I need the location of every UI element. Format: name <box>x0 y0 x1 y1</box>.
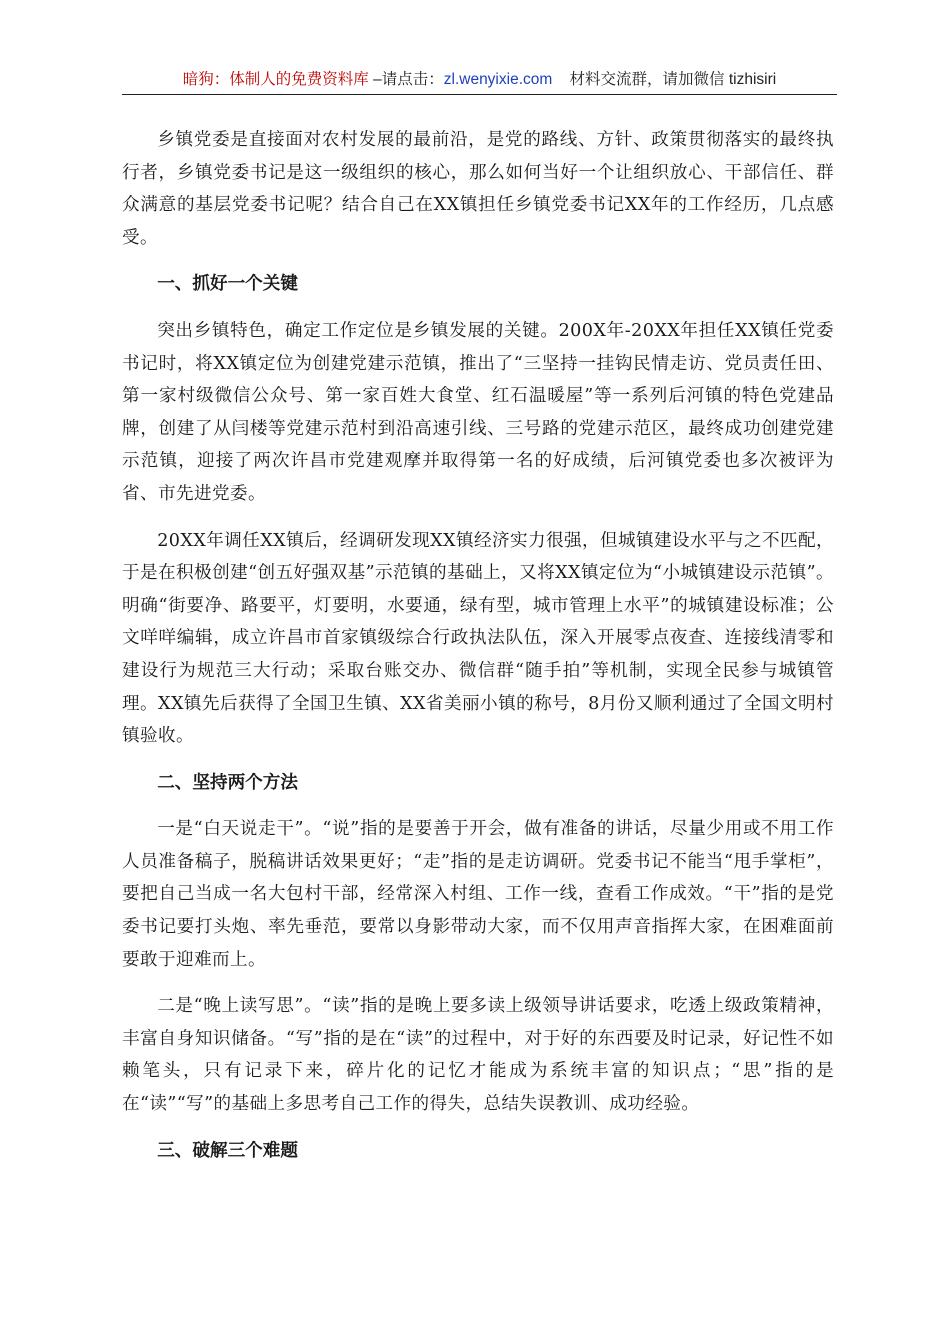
section-heading-1: 一、抓好一个关键 <box>157 274 298 295</box>
header-wechat: 材料交流群，请加微信 tizhisiri <box>569 71 777 88</box>
header-click-prefix: –请点击： <box>368 71 444 88</box>
section1-paragraph-2: 20XX年调任XX镇后，经调研发现XX镇经济实力很强，但城镇建设水平与之不匹配，于是在积极创建“创五好强双基”示范镇的基础上，又将XX镇定位为“小城镇建设示范镇”。明确“街要净、路要平，灯要明，水要通，绿有型，城市管理上水平”的城镇建设标准；公文咩咩编辑，成立许昌市首家镇级综合行政执法队伍，深入开展零点夜查、连接线清零和建设行为规范三大行动；采取台账交办、微信群“随手拍”等机制，实现全民参与城镇管理。XX镇先后获得了全国卫生镇、XX省美丽小镇的称号，8月份又顺利通过了全国文明村镇验收。 <box>122 530 834 747</box>
header-url-link[interactable]: zl.wenyixie.com <box>443 71 553 88</box>
header-site-name: 暗狗：体制人的免费资料库 <box>182 71 369 88</box>
section2-paragraph-2: 二是“晚上读写思”。“读”指的是晚上要多读上级领导讲话要求，吃透上级政策精神，丰富自身知识储备。“写”指的是在“读”的过程中，对于好的东西要及时记录，好记性不如赖笔头，只有记录下来，碎片化的记忆才能成为系统丰富的知识点；“思”指的是在“读”“写”的基础上多思考自己工作的得失，总结失误教训、成功经验。 <box>122 996 834 1115</box>
document-body <box>122 124 834 1181</box>
intro-paragraph: 乡镇党委是直接面对农村发展的最前沿，是党的路线、方针、政策贯彻落实的最终执行者，乡镇党委书记是这一级组织的核心，那么如何当好一个让组织放心、干部信任、群众满意的基层党委书记呢？结合自己在XX镇担任乡镇党委书记XX年的工作经历，几点感受。 <box>122 130 834 248</box>
page-header <box>122 66 837 95</box>
section-heading-3: 三、破解三个难题 <box>157 1140 298 1161</box>
section2-paragraph-1: 一是“白天说走干”。“说”指的是要善于开会，做有准备的讲话，尽量少用或不用工作人员准备稿子，脱稿讲话效果更好；“走”指的是走访调研。党委书记不能当“甩手掌柜”，要把自己当成一名大包村干部，经常深入村组、工作一线，查看工作成效。“干”指的是党委书记要打头炮、率先垂范，要常以身影带动大家，而不仅用声音指挥大家，在困难面前要敢于迎难而上。 <box>122 819 834 970</box>
section1-paragraph-1: 突出乡镇特色，确定工作定位是乡镇发展的关键。200X年-20XX年担任XX镇任党委书记时，将XX镇定位为创建党建示范镇，推出了“三坚持一挂钩民情走访、党员责任田、第一家村级微信公众号、第一家百姓大食堂、红石温暖屋”等一系列后河镇的特色党建品牌，创建了从闫楼等党建示范村到沿高速引线、三号路的党建示范区，最终成功创建党建示范镇，迎接了两次许昌市党建观摩并取得第一名的好成绩，后河镇党委也多次被评为省、市先进党委。 <box>122 320 834 504</box>
section-heading-2: 二、坚持两个方法 <box>157 772 298 793</box>
